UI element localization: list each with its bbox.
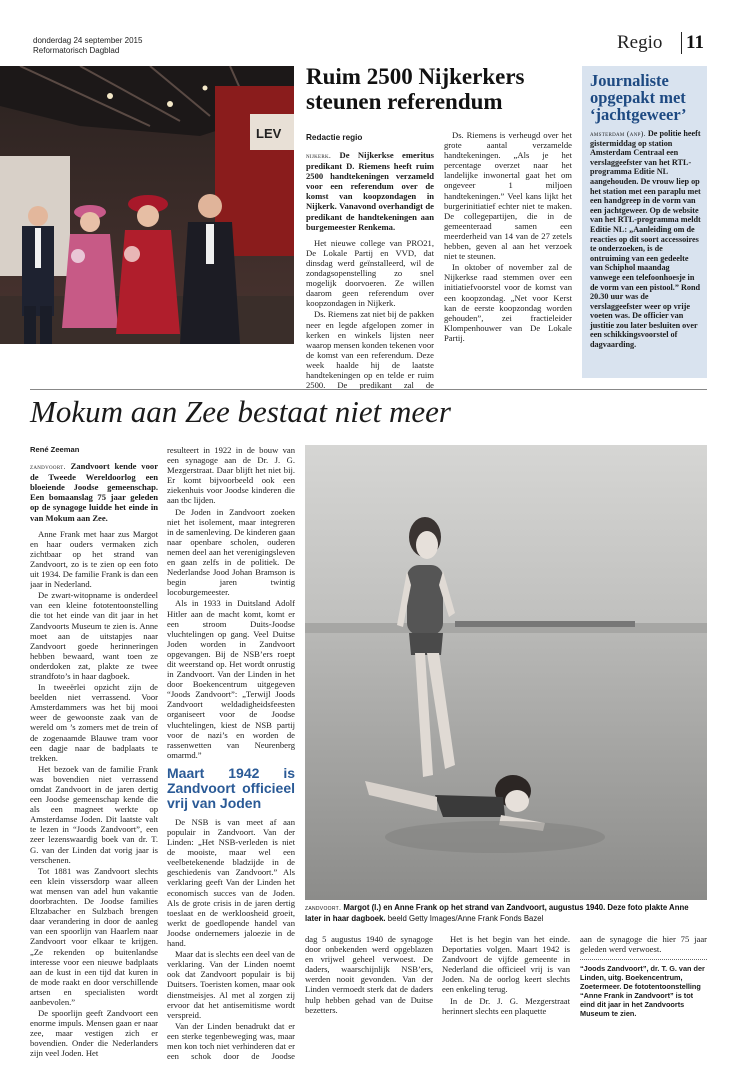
article1-paragraph: In oktober of november zal de Nijkerkse raad stemmen over een initiatiefvoorstel voor de komst van een koopzondag. „Net voor Kerst kan de eerste koopzondag worden gehouden”, zei fractieleider Klompenhouwer van De Lokale Partij.	[444, 262, 572, 343]
header-date: donderdag 24 september 2015	[33, 36, 143, 45]
photo-caption	[305, 903, 707, 924]
article1-lead: De Nijkerkse emeritus predikant D. Riemens heeft ruim 2500 handtekeningen verzameld voor een referendum over de komst van koopzondagen in Nijkerk. Vanavond overhandigt de predikant de handtekeningen aan burgemeester Renkema.	[306, 150, 434, 232]
article2-paragraph: resulteert in 1922 in de bouw van een synagoge aan de Dr. J. G. Mezgerstraat. Daar blijft het niet bij. Er komt bijvoorbeeld ook een ziekenhuis voor Joodse kinderen die aan tbc lijden.	[167, 445, 295, 506]
article2-dateline: zandvoort.	[30, 462, 66, 472]
article2-paragraph: Het bezoek van de familie Frank was bovendien niet verrassend omdat Zandvoort in de jaren dertig een Joodse gemeenschap kende die als een magneet werkte op Amsterdamse Joden. Dit laatste valt te lezen in “Joods Zandvoort”, een zeer lezenswaardig boek van dr. T. G. van der Linden dat vorig jaar is verschenen.	[30, 763, 158, 865]
sidebar-body	[582, 123, 707, 350]
news-brief-sidebar	[582, 66, 707, 378]
header-divider	[681, 32, 682, 54]
article2-lead: Zandvoort kende voor de Tweede Wereldoorlog een bloeiende Joodse gemeenschap. Een bomaanslag 75 jaar geleden op de synagoge luidde het einde in van Mokum aan Zee.	[30, 461, 158, 523]
article2-paragraph: De spoorlijn geeft Zandvoort een enorme impuls. Mensen gaan er naar zee, maar vestigen zich er bovendien. Onder die Nederlanders zijn veel Joden. Het	[30, 1008, 158, 1059]
article2-paragraph: In de Dr. J. G. Mezgerstraat herinnert slechts een plaquette	[442, 995, 570, 1016]
sidebar-text: De politie heeft gistermiddag op station Amsterdam Centraal een verslaggeefster van het RTL-programma Editie NL aangehouden. De vrouw liep op het station met een paraplu met een handgreep in de vorm van een jachtgeweer. Op de website van het RTL-programma meldt Editie NL: „Aanleiding om de reacties op dit soort accessoires te onderzoeken, is de ontruiming van een gedeelte van Schiphol maandag vanwege een telefoonhoesje in de vorm van een pistool.” Rond 20.30 uur was de verslaggeefster weer op vrije voeten was. De officier van justitie zou later besluiten over een schikkingsvoorstel of dagvaarding.	[590, 129, 701, 350]
article1-column-2	[444, 130, 572, 372]
article1-dateline: nijkerk.	[306, 151, 332, 160]
booknote-divider	[580, 959, 707, 960]
photo-credit: beeld Getty Images/Anne Frank Fonds Bazel	[387, 914, 544, 923]
article1-paragraph: Ds. Riemens is verheugd over het grote aantal verzamelde handtekeningen. „Als je het percentage overzet naar het landelijke inwonertal gaat het om ongeveer 1 miljoen handtekeningen.” Veel kans lijkt het burgerinitiatief echter niet te maken. De collegepartijen, die in de gemeenteraad samen een meerderheid van 14 van de 27 zetels hebben, geven al aan het verzoek niet te steunen.	[444, 130, 572, 262]
article2-column-3	[305, 934, 433, 1064]
section-divider	[30, 389, 707, 390]
article2-paragraph: Als in 1933 in Duitsland Adolf Hitler aan de macht komt, komt er een stroom Duits-Joodse vluchtelingen op gang. Veel Duitse Joden worden in Zandvoort opgevangen. Bij de NSB’ers roept dit weerstand op. Het wordt onrustig in Zandvoort. Van der Linden in het door Boekencentrum uitgegeven “Joods Zandvoort”: „Terwijl Joods Zandvoort weldadigheidsfeesten organiseert voor de Joodse vluchtelingen, kiest de NSB partij voor de nazi’s en worden de rassenwetten van Neurenberg omarmd.”	[167, 598, 295, 760]
museum-photo-illustration	[0, 66, 294, 344]
article2-headline: Mokum aan Zee bestaat niet meer	[30, 394, 451, 429]
caption-text: Margot (l.) en Anne Frank op het strand van Zandvoort, augustus 1940. Deze foto plakte Anne later in haar dagboek.	[305, 903, 689, 923]
article2-paragraph: Van der Linden benadrukt dat er een sterke tegenbeweging was, maar men kon toch niet verhinderen dat er een schok door de Joodse	[167, 1020, 295, 1062]
article2-paragraph: Het is het begin van het einde. Deportaties volgen. Maart 1942 is Zandvoort de vijfde gemeente in Nederland die officieel vrij is van Joden. Na de oorlog keert slechts een enkeling terug.	[442, 934, 570, 995]
header-date-block	[33, 36, 142, 56]
article1-paragraph: Ds. Riemens zat niet bij de pakken neer en legde afgelopen zomer in kerken en winkels lijsten neer waarop mensen konden tekenen voor de komst van een referendum. Deze week haalde hij de laatste handtekeningen op en telde er ruim 2500. De predikant zal de	[306, 309, 434, 390]
article2-subheading: Maart 1942 is Zandvoort officieel vrij van Joden	[167, 764, 295, 811]
museum-opening-photo	[0, 66, 294, 344]
article2-byline: René Zeeman	[30, 445, 80, 454]
article2-paragraph: Maar dat is slechts een deel van de verklaring. Van der Linden noemt ook dat Zandvoort populair is bij Duitsers. Toeristen komen, maar ook dienstmeisjes. Al met al zorgen zij ervoor dat het antisemitisme wordt verspreid.	[167, 949, 295, 1020]
header-page-number: 11	[686, 32, 704, 53]
article2-paragraph: De zwart-witopname is onderdeel van een kleine fototentoonstelling die tot het einde van dit jaar in het Zandvoorts Museum te zien is. Anne moet aan de uitstapjes naar Zandvoort goede herinneringen hebben bewaard, want toen ze onderdoken zat, plakte ze twee strandfoto’s in haar dagboek.	[30, 590, 158, 681]
article2-paragraph: Tot 1881 was Zandvoort slechts een klein vissersdorp waar alleen wat mensen van adel hun vakantie doorbrachten. De Joodse families Eltzabacher en Sulzbach brengen daar verandering in door de aanleg van een spoorlijn van Haarlem naar Zandvoort voor elkaar te krijgen. „Ze rekenden op buitenlandse interesse voor een nieuwe badplaats aan de kust in een tijd dat kuren in de mode raakt en door verschillende artsen en specialisten wordt aanbevolen.”	[30, 865, 158, 1007]
article2-paragraph: De Joden in Zandvoort zoeken niet het isolement, maar integreren in de samenleving. De kinderen gaan naar openbare scholen, ouderen nemen deel aan het verenigingsleven en gaan zelfs in de politiek. De Nederlandse Jood Johan Bramson is begin jaren twintig locoburgemeester.	[167, 506, 295, 598]
sidebar-headline: Journaliste opgepakt met ‘jachtgeweer’	[590, 71, 687, 124]
article2-paragraph: De NSB is van meet af aan populair in Zandvoort. Van der Linden: „Het NSB-verleden is niet de mooiste, maar wel een veelbetekenende bladzijde in de geschiedenis van Zandvoort.” Als verklaring geeft Van der Linden het economisch succes van de Joden. Als de grote crisis in de jaren dertig toeslaat en de werkloosheid groeit, werkt de goedlopende handel van Joodse ondernemers jaloezie in de hand.	[167, 816, 295, 949]
book-note: “Joods Zandvoort”, dr. T. G. van der Linden, uitg. Boekencentrum, Zoetermeer. De fototentoonstelling “Anne Frank in Zandvoort” is tot eind dit jaar in het Zandvoorts Museum te zien.	[580, 964, 705, 1019]
article1-byline: Redactie regio	[306, 133, 363, 142]
article1-paragraph: Het nieuwe college van PRO21, De Lokale Partij en VVD, dat dinsdag werd geïnstalleerd, wil de zondagsopenstelling zo snel mogelijk doorvoeren. Ze willen daarom geen referendum over koopzondagen in Nijkerk.	[306, 237, 434, 309]
article2-column-5	[580, 934, 707, 1064]
sidebar-dateline: amsterdam (anp).	[590, 129, 646, 138]
header-section: Regio	[617, 32, 663, 53]
museum-sign-text: LEV	[256, 126, 282, 141]
article2-column-4	[442, 934, 570, 1064]
caption-dateline: zandvoort.	[305, 905, 342, 912]
article2-paragraph: aan de synagoge die hier 75 jaar geleden werd verwoest.	[580, 934, 707, 955]
article1-headline: Ruim 2500 Nijkerkers steunen referendum	[306, 64, 525, 114]
article2-column-1	[30, 445, 158, 1063]
article2-paragraph: In tweeërlei opzicht zijn de beelden niet verrassend. Voor Amsterdammers was het bij mooi weer de gewoonste zaak van de wereld om ’s zomers met de trein of de zogenaamde Blauwe tram voor een dagje naar de badplaats te trekken.	[30, 682, 158, 763]
article2-column-2	[167, 445, 295, 1063]
article2-paragraph-continued: dag 5 augustus 1940 de synagoge door onbekenden werd opgeblazen en vrijwel geheel verwoest. De daders, waarschijnlijk NSB’ers, werden nooit gevonden. Van der Linden vermoedt sterk dat de daders hulp hebben gehad van de Duitse bezetters.	[305, 934, 433, 1015]
header-paper-name: Reformatorisch Dagblad	[33, 46, 120, 55]
article1-column-1	[306, 150, 434, 390]
beach-photo-illustration	[305, 445, 707, 900]
beach-photo-anne-margot	[305, 445, 707, 900]
article2-paragraph: Anne Frank met haar zus Margot en haar ouders vermaken zich zichtbaar op het strand van Zandvoort, zo is te zien op een foto uit 1934. De familie Frank is dan een jaar in Nederland.	[30, 528, 158, 590]
